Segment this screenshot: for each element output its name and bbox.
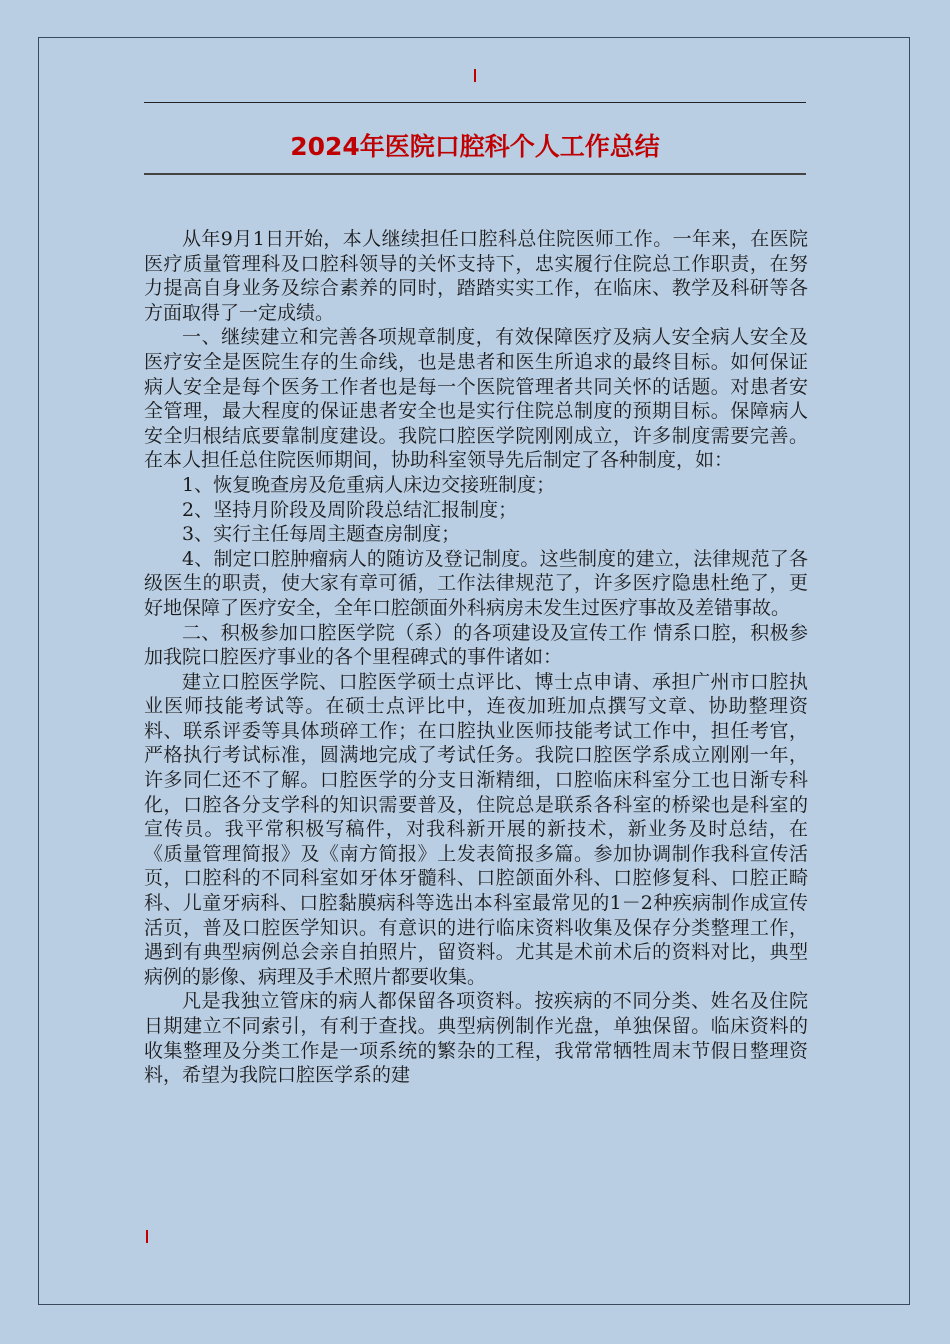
footer-mark	[146, 1230, 148, 1243]
paragraph-section-1: 一、继续建立和完善各项规章制度，有效保障医疗及病人安全病人安全及医疗安全是医院生存的生命线，也是患者和医生所追求的最终目标。如何保证病人安全是每个医务工作者也是每一个医院管理者共同关怀的话题。对患者安全管理，最大程度的保证患者安全也是实行住院总制度的预期目标。保障病人安全归根结底要靠制度建设。我院口腔医学院刚刚成立，许多制度需要完善。在本人担任总住院医师期间，协助科室领导先后制定了各种制度，如：	[144, 326, 808, 472]
header-mark	[474, 69, 476, 82]
list-item: 3、实行主任每周主题查房制度；	[182, 523, 461, 546]
document-body	[144, 227, 808, 1088]
paragraph-body: 凡是我独立管床的病人都保留各项资料。按疾病的不同分类、姓名及住院日期建立不同索引，有利于查找。典型病例制作光盘，单独保留。临床资料的收集整理及分类工作是一项系统的繁杂的工程，我常常牺牲周末节假日整理资料，希望为我院口腔医学系的建	[144, 990, 808, 1087]
list-item: 2、坚持月阶段及周阶段总结汇报制度；	[182, 498, 518, 521]
list-item: 4、制定口腔肿瘤病人的随访及登记制度。这些制度的建立，法律规范了各级医生的职责，使大家有章可循，工作法律规范了，许多医疗隐患杜绝了，更好地保障了医疗安全，全年口腔颌面外科病房未发生过医疗事故及差错事故。	[144, 547, 808, 619]
document-title: 2024年医院口腔科个人工作总结	[290, 132, 660, 161]
list-item: 1、恢复晚查房及危重病人床边交接班制度；	[182, 473, 556, 496]
paragraph-intro: 从年9月1日开始，本人继续担任口腔科总住院医师工作。一年来，在医院医疗质量管理科及口腔科领导的关怀支持下，忠实履行住院总工作职责，在努力提高自身业务及综合素养的同时，踏踏实实工作，在临床、教学及科研等各方面取得了一定成绩。	[144, 228, 808, 324]
title-rule	[144, 173, 806, 175]
paragraph-body: 建立口腔医学院、口腔医学硕士点评比、博士点申请、承担广州市口腔执业医师技能考试等。在硕士点评比中，连夜加班加点撰写文章、协助整理资料、联系评委等具体琐碎工作；在口腔执业医师技能考试工作中，担任考官，严格执行考试标准，圆满地完成了考试任务。我院口腔医学系成立刚刚一年，许多同仁还不了解。口腔医学的分支日渐精细，口腔临床科室分工也日渐专科化，口腔各分支学科的知识需要普及，住院总是联系各科室的桥梁也是科室的宣传员。我平常积极写稿件，对我科新开展的新技术，新业务及时总结，在《质量管理简报》及《南方简报》上发表简报多篇。参加协调制作我科宣传活页，口腔科的不同科室如牙体牙髓科、口腔颌面外科、口腔修复科、口腔正畸科、儿童牙病科、口腔黏膜病科等选出本科室最常见的1－2种疾病制作成宣传活页，普及口腔医学知识。有意识的进行临床资料收集及保存分类整理工作，遇到有典型病例总会亲自拍照片，留资料。尤其是术前术后的资料对比，典型病例的影像、病理及手术照片都要收集。	[144, 670, 808, 988]
paragraph-section-2: 二、积极参加口腔医学院（系）的各项建设及宣传工作 情系口腔，积极参加我院口腔医疗事业的各个里程碑式的事件诸如：	[144, 621, 808, 669]
header-rule	[144, 102, 806, 103]
